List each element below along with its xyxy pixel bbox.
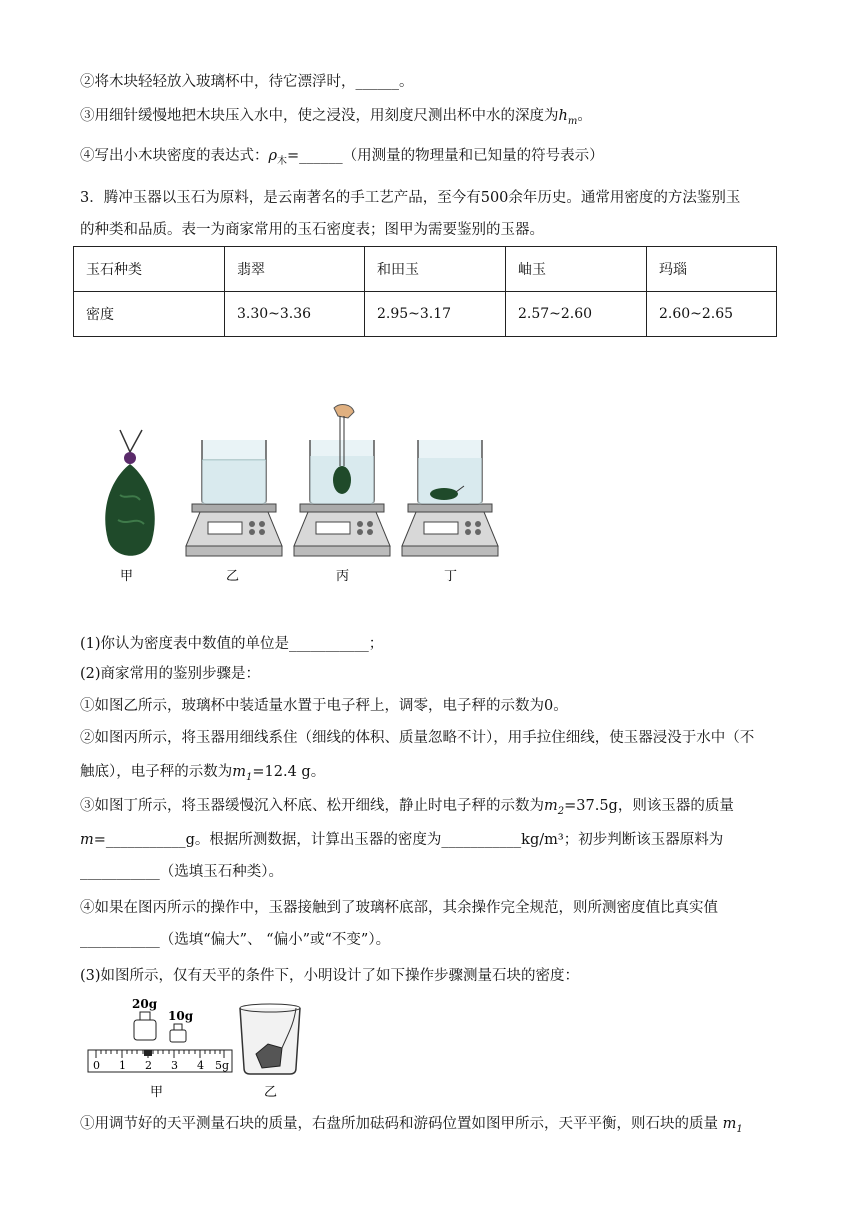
rider-marker — [144, 1050, 152, 1056]
symbol-m: m — [232, 764, 246, 780]
weight-label: 20g — [132, 997, 158, 1011]
q3-part-3 — [80, 966, 579, 986]
step-text: ②将木块轻轻放入玻璃杯中，待它漂浮时，______。 — [80, 74, 414, 90]
question-text: ④如果在图丙所示的操作中，玉器接触到了玻璃杯底部，其余操作完全规范，则所测密度值比真实值 — [80, 900, 718, 916]
figure-label-yi: 乙 — [226, 569, 240, 584]
jade-density-table — [73, 246, 777, 337]
question-3-line-2 — [80, 220, 544, 240]
jade-measurement-figure — [90, 400, 510, 590]
symbol-m: m — [722, 1116, 737, 1132]
symbol-sub: m — [567, 115, 578, 127]
ruler-tick-label: 5g — [215, 1059, 230, 1072]
table-cell: 2.95~3.17 — [365, 292, 506, 337]
question-text: ___________（选填“偏大”、 “偏小”或“不变”）。 — [80, 932, 391, 948]
rider-ruler — [88, 1050, 232, 1072]
q3-part-2 — [80, 664, 260, 684]
q3-part-3-step-1 — [80, 1114, 743, 1140]
table-cell: 翡翠 — [225, 247, 365, 292]
ruler-tick-label: 3 — [171, 1059, 178, 1072]
weight-20g — [132, 997, 158, 1040]
symbol-sub: 1 — [246, 771, 253, 783]
symbol-m: m — [80, 832, 94, 848]
jade-pendant-illustration — [105, 430, 155, 556]
figure-label-yi: 乙 — [264, 1085, 278, 1100]
q3-step-3-line-2 — [80, 830, 723, 850]
symbol-m: m — [544, 798, 558, 814]
question-text: (1)你认为密度表中数值的单位是___________； — [80, 636, 384, 652]
table-row — [74, 292, 777, 337]
table-cell: 岫玉 — [506, 247, 647, 292]
question-text: 的种类和品质。表一为商家常用的玉石密度表；图甲为需要鉴别的玉器。 — [80, 222, 544, 238]
figure-label-jia: 甲 — [120, 569, 134, 584]
symbol-sub: 1 — [736, 1123, 743, 1135]
weight-label: 10g — [168, 1009, 194, 1023]
q3-step-3-line-3 — [80, 862, 283, 882]
q3-step-2-line-1 — [80, 728, 754, 748]
table-cell: 3.30~3.36 — [225, 292, 365, 337]
question-text: ___________（选填玉石种类）。 — [80, 864, 283, 880]
question-text: ①如图乙所示，玻璃杯中装适量水置于电子秤上，调零，电子秤的示数为0。 — [80, 698, 568, 714]
scale-yi — [186, 440, 282, 556]
step-text: ④写出小木块密度的表达式： — [80, 148, 269, 164]
step-text-end: 。 — [577, 108, 592, 124]
ruler-tick-label: 0 — [93, 1059, 100, 1072]
table-row — [74, 247, 777, 292]
table-cell: 和田玉 — [365, 247, 506, 292]
beaker-with-stone — [240, 1004, 300, 1074]
symbol-rho: ρ — [268, 148, 278, 164]
ruler-tick-label: 2 — [145, 1059, 152, 1072]
balance-figure — [84, 994, 324, 1106]
question-3-line-1 — [80, 188, 740, 208]
table-cell: 2.60~2.65 — [647, 292, 777, 337]
q3-step-1 — [80, 696, 568, 716]
question-text: =12.4 g。 — [252, 764, 326, 780]
question-text: ②如图丙所示，将玉器用细线系住（细线的体积、质量忽略不计），用手拉住细线，使玉器浸没于水中（不 — [80, 730, 755, 746]
question-text: (3)如图所示，仅有天平的条件下，小明设计了如下操作步骤测量石块的密度： — [80, 968, 580, 984]
figure-label-bing: 丙 — [336, 569, 350, 584]
step-text-end: =______（用测量的物理量和已知量的符号表示） — [287, 148, 604, 164]
question-text: ①用调节好的天平测量石块的质量，右盘所加砝码和游码位置如图甲所示，天平平衡，则石块的质量 — [80, 1116, 718, 1132]
symbol-sub: 木 — [277, 155, 288, 167]
q3-step-2-line-2 — [80, 762, 325, 788]
q3-step-4-line-2 — [80, 930, 390, 950]
scale-ding — [402, 440, 498, 556]
step-line-4 — [80, 146, 604, 172]
question-text: ③如图丁所示，将玉器缓慢沉入杯底、松开细线，静止时电子秤的示数为 — [80, 798, 544, 814]
step-text: ③用细针缓慢地把木块压入水中，使之浸没，用刻度尺测出杯中水的深度为 — [80, 108, 559, 124]
q3-part-1 — [80, 634, 383, 654]
table-cell: 密度 — [74, 292, 225, 337]
table-cell: 2.57~2.60 — [506, 292, 647, 337]
step-line-2 — [80, 72, 414, 92]
table-cell: 玛瑙 — [647, 247, 777, 292]
scale-bing — [294, 405, 390, 556]
weight-10g — [168, 1009, 194, 1042]
step-line-3 — [80, 106, 592, 132]
question-text: 3．腾冲玉器以玉石为原料，是云南著名的手工艺产品，至今有500余年历史。通常用密度的方法鉴别玉 — [80, 190, 741, 206]
symbol-sub: 2 — [557, 805, 565, 817]
table-cell: 玉石种类 — [74, 247, 225, 292]
question-text: 触底），电子秤的示数为 — [80, 764, 233, 780]
symbol-h: h — [558, 108, 568, 124]
ruler-tick-label: 1 — [119, 1059, 126, 1072]
q3-step-3-line-1 — [80, 796, 734, 822]
figure-label-jia: 甲 — [150, 1085, 164, 1100]
q3-step-4-line-1 — [80, 898, 718, 918]
ruler-tick-label: 4 — [197, 1059, 204, 1072]
figure-label-ding: 丁 — [444, 569, 458, 584]
question-text: =___________g。根据所测数据，计算出玉器的密度为___________kg/m³；初步判断该玉器原料为 — [93, 832, 724, 848]
question-text: =37.5g，则该玉器的质量 — [564, 798, 734, 814]
question-text: (2)商家常用的鉴别步骤是： — [80, 666, 261, 682]
